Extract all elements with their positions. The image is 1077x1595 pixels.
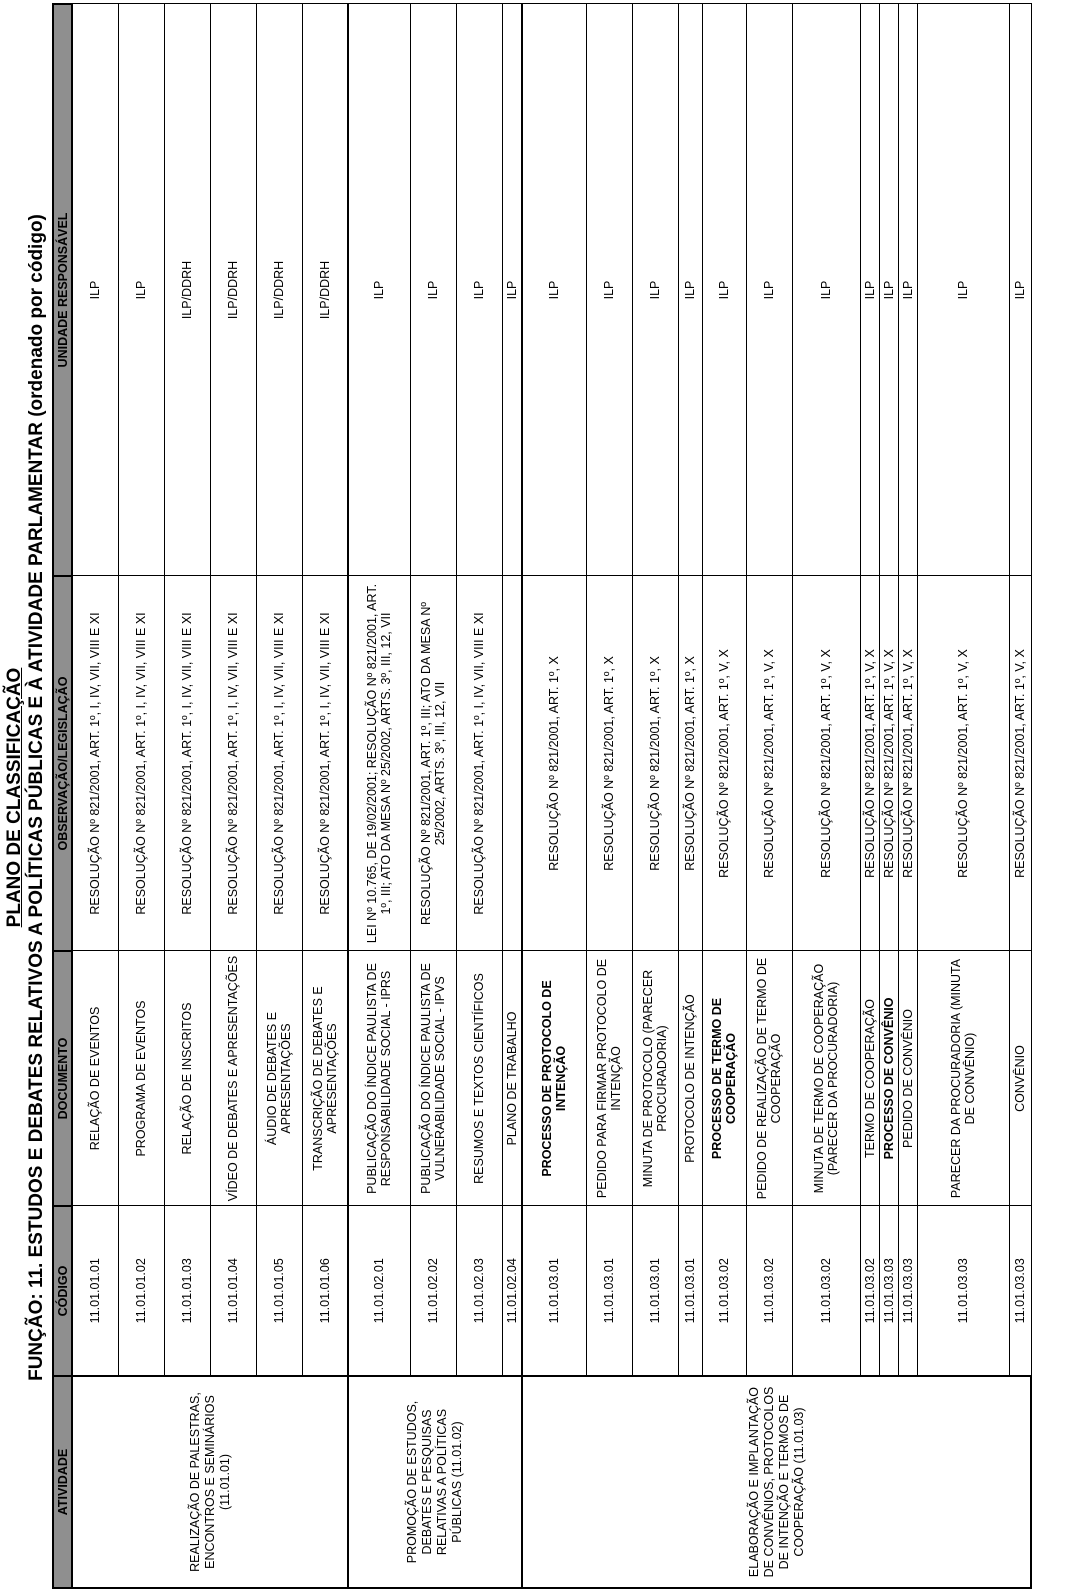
table-row (792, 4, 860, 1588)
table-row (348, 4, 410, 1588)
codigo-cell: 11.01.02.01 (348, 1206, 410, 1376)
codigo-cell: 11.01.01.03 (164, 1206, 210, 1376)
unidade-cell: ILP (586, 4, 632, 576)
table-row (879, 4, 898, 1588)
unidade-cell: ILP/DDRH (256, 4, 302, 576)
unidade-cell: ILP (632, 4, 678, 576)
unidade-cell: ILP (746, 4, 792, 576)
unidade-cell: ILP/DDRH (210, 4, 256, 576)
obs-cell: RESOLUÇÃO Nº 821/2001, ART. 1º, X (586, 576, 632, 951)
documento-cell: PROGRAMA DE EVENTOS (118, 951, 164, 1206)
documento-cell: PROCESSO DE PROTOCOLO DE INTENÇÃO (522, 951, 586, 1206)
table-row (118, 4, 164, 1588)
codigo-cell: 11.01.03.02 (702, 1206, 746, 1376)
activity-cell: PROMOÇÃO DE ESTUDOS, DEBATES E PESQUISAS RELATIVAS A POLÍTICAS PÚBLICAS (11.01.02) (348, 1376, 522, 1588)
table-row (746, 4, 792, 1588)
obs-cell (502, 576, 522, 951)
obs-cell: RESOLUÇÃO Nº 821/2001, ART. 1º, V, X (917, 576, 1009, 951)
function-subtitle (26, 0, 48, 1595)
obs-cell: RESOLUÇÃO Nº 821/2001, ART. 1º, I, IV, VII, VIII E XI (72, 576, 118, 951)
unidade-cell: ILP (702, 4, 746, 576)
codigo-cell: 11.01.03.01 (632, 1206, 678, 1376)
function-name: FUNÇÃO: 11. ESTUDOS E DEBATES RELATIVOS A POLÍTICAS PÚBLICAS E À ATIVIDADE PARLAMENTAR (26, 422, 47, 1381)
table-row (410, 4, 456, 1588)
documento-cell: PLANO DE TRABALHO (502, 951, 522, 1206)
obs-cell: RESOLUÇÃO Nº 821/2001, ART. 1º, V, X (1009, 576, 1031, 951)
table-row (702, 4, 746, 1588)
obs-cell: RESOLUÇÃO Nº 821/2001, ART. 1º, V, X (792, 576, 860, 951)
documento-cell: ÁUDIO DE DEBATES E APRESENTAÇÕES (256, 951, 302, 1206)
classification-table (52, 3, 1032, 1589)
obs-cell: RESOLUÇÃO Nº 821/2001, ART. 1º, X (522, 576, 586, 951)
table-row (256, 4, 302, 1588)
table-row (164, 4, 210, 1588)
obs-cell: RESOLUÇÃO Nº 821/2001, ART. 1º, I, IV, VII, VIII E XI (118, 576, 164, 951)
unidade-cell: ILP/DDRH (164, 4, 210, 576)
unidade-cell: ILP (678, 4, 702, 576)
codigo-cell: 11.01.03.01 (586, 1206, 632, 1376)
unidade-cell: ILP (1009, 4, 1031, 576)
documento-cell: MINUTA DE TERMO DE COOPERAÇÃO (PARECER DA PROCURADORIA) (792, 951, 860, 1206)
codigo-cell: 11.01.01.05 (256, 1206, 302, 1376)
documento-cell: PEDIDO DE REALIZAÇÃO DE TERMO DE COOPERAÇÃO (746, 951, 792, 1206)
obs-cell: RESOLUÇÃO Nº 821/2001, ART. 1º, X (632, 576, 678, 951)
documento-cell: CONVÊNIO (1009, 951, 1031, 1206)
documento-cell: PUBLICAÇÃO DO ÍNDICE PAULISTA DE VULNERABILIDADE SOCIAL - IPVS (410, 951, 456, 1206)
obs-cell: RESOLUÇÃO Nº 821/2001, ART. 1º, I, IV, VII, VIII E XI (164, 576, 210, 951)
documento-cell: PUBLICAÇÃO DO ÍNDICE PAULISTA DE RESPONSABILIDADE SOCIAL - IPRS (348, 951, 410, 1206)
unidade-cell: ILP (72, 4, 118, 576)
table-row (898, 4, 917, 1588)
codigo-cell: 11.01.03.01 (678, 1206, 702, 1376)
codigo-cell: 11.01.03.02 (746, 1206, 792, 1376)
codigo-cell: 11.01.03.03 (1009, 1206, 1031, 1376)
sort-note: (ordenado por código) (26, 214, 47, 417)
codigo-cell: 11.01.03.02 (860, 1206, 879, 1376)
obs-cell: RESOLUÇÃO Nº 821/2001, ART. 1º, V, X (702, 576, 746, 951)
header-documento: DOCUMENTO (53, 951, 72, 1206)
page-title: PLANO DE CLASSIFICAÇÃO (4, 667, 25, 928)
obs-cell: RESOLUÇÃO Nº 821/2001, ART. 1º, V, X (879, 576, 898, 951)
codigo-cell: 11.01.02.02 (410, 1206, 456, 1376)
unidade-cell: ILP (792, 4, 860, 576)
unidade-cell: ILP (917, 4, 1009, 576)
codigo-cell: 11.01.03.03 (917, 1206, 1009, 1376)
unidade-cell: ILP (860, 4, 879, 576)
codigo-cell: 11.01.01.06 (302, 1206, 348, 1376)
unidade-cell: ILP (410, 4, 456, 576)
activity-cell: ELABORAÇÃO E IMPLANTAÇÃO DE CONVÊNIOS, PROTOCOLOS DE INTENÇÃO E TERMOS DE COOPERAÇÃO (11.01.03) (522, 1376, 1031, 1588)
documento-cell: PARECER DA PROCURADORIA (MINUTA DE CONVÊNIO) (917, 951, 1009, 1206)
unidade-cell: ILP/DDRH (302, 4, 348, 576)
header-codigo: CÓDIGO (53, 1206, 72, 1376)
table-row (860, 4, 879, 1588)
documento-cell: PROTOCOLO DE INTENÇÃO (678, 951, 702, 1206)
codigo-cell: 11.01.01.01 (72, 1206, 118, 1376)
documento-cell: TRANSCRIÇÃO DE DEBATES E APRESENTAÇÕES (302, 951, 348, 1206)
table-row (917, 4, 1009, 1588)
unidade-cell: ILP (879, 4, 898, 576)
table-row (502, 4, 522, 1588)
table-row (210, 4, 256, 1588)
table-row (678, 4, 702, 1588)
unidade-cell: ILP (898, 4, 917, 576)
unidade-cell: ILP (502, 4, 522, 576)
table-row (632, 4, 678, 1588)
unidade-cell: ILP (348, 4, 410, 576)
header-atividade: ATIVIDADE (53, 1376, 72, 1588)
table-row (522, 4, 586, 1588)
documento-cell: RELAÇÃO DE EVENTOS (72, 951, 118, 1206)
obs-cell: RESOLUÇÃO Nº 821/2001, ART. 1º, V, X (746, 576, 792, 951)
unidade-cell: ILP (522, 4, 586, 576)
unidade-cell: ILP (118, 4, 164, 576)
table-row (586, 4, 632, 1588)
header-unidade: UNIDADE RESPONSÁVEL (53, 4, 72, 576)
obs-cell: RESOLUÇÃO Nº 821/2001, ART. 1º, III; ATO DA MESA Nº 25/2002, ARTS. 3º, III, 12, VII (410, 576, 456, 951)
obs-cell: RESOLUÇÃO Nº 821/2001, ART. 1º, I, IV, VII, VIII E XI (456, 576, 502, 951)
documento-cell: PEDIDO DE CONVÊNIO (898, 951, 917, 1206)
obs-cell: RESOLUÇÃO Nº 821/2001, ART. 1º, I, IV, VII, VIII E XI (256, 576, 302, 951)
documento-cell: VÍDEO DE DEBATES E APRESENTAÇÕES (210, 951, 256, 1206)
obs-cell: RESOLUÇÃO Nº 821/2001, ART. 1º, X (678, 576, 702, 951)
unidade-cell: ILP (456, 4, 502, 576)
obs-cell: LEI Nº 10.765, DE 19/02/2001; RESOLUÇÃO Nº 821/2001, ART. 1º, III; ATO DA MESA Nº 25/2002, ARTS. 3º, III, 12, VII (348, 576, 410, 951)
obs-cell: RESOLUÇÃO Nº 821/2001, ART. 1º, V, X (898, 576, 917, 951)
documento-cell: PROCESSO DE CONVÊNIO (879, 951, 898, 1206)
codigo-cell: 11.01.03.03 (879, 1206, 898, 1376)
documento-cell: TERMO DE COOPERAÇÃO (860, 951, 879, 1206)
codigo-cell: 11.01.03.02 (792, 1206, 860, 1376)
codigo-cell: 11.01.03.01 (522, 1206, 586, 1376)
table-row (72, 4, 118, 1588)
documento-cell: PROCESSO DE TERMO DE COOPERAÇÃO (702, 951, 746, 1206)
activity-cell: REALIZAÇÃO DE PALESTRAS, ENCONTROS E SEMINÁRIOS (11.01.01) (72, 1376, 348, 1588)
documento-cell: PEDIDO PARA FIRMAR PROTOCOLO DE INTENÇÃO (586, 951, 632, 1206)
codigo-cell: 11.01.01.04 (210, 1206, 256, 1376)
table-row (456, 4, 502, 1588)
obs-cell: RESOLUÇÃO Nº 821/2001, ART. 1º, I, IV, VII, VIII E XI (302, 576, 348, 951)
header-observacao: OBSERVAÇÃO/LEGISLAÇÃO (53, 576, 72, 951)
obs-cell: RESOLUÇÃO Nº 821/2001, ART. 1º, V, X (860, 576, 879, 951)
documento-cell: RELAÇÃO DE INSCRITOS (164, 951, 210, 1206)
table-row (1009, 4, 1031, 1588)
codigo-cell: 11.01.03.03 (898, 1206, 917, 1376)
table-row (302, 4, 348, 1588)
documento-cell: RESUMOS E TEXTOS CIENTÍFICOS (456, 951, 502, 1206)
header-row (53, 4, 72, 1588)
obs-cell: RESOLUÇÃO Nº 821/2001, ART. 1º, I, IV, VII, VIII E XI (210, 576, 256, 951)
documento-cell: MINUTA DE PROTOCOLO (PARECER PROCURADORIA) (632, 951, 678, 1206)
codigo-cell: 11.01.02.03 (456, 1206, 502, 1376)
codigo-cell: 11.01.01.02 (118, 1206, 164, 1376)
codigo-cell: 11.01.02.04 (502, 1206, 522, 1376)
